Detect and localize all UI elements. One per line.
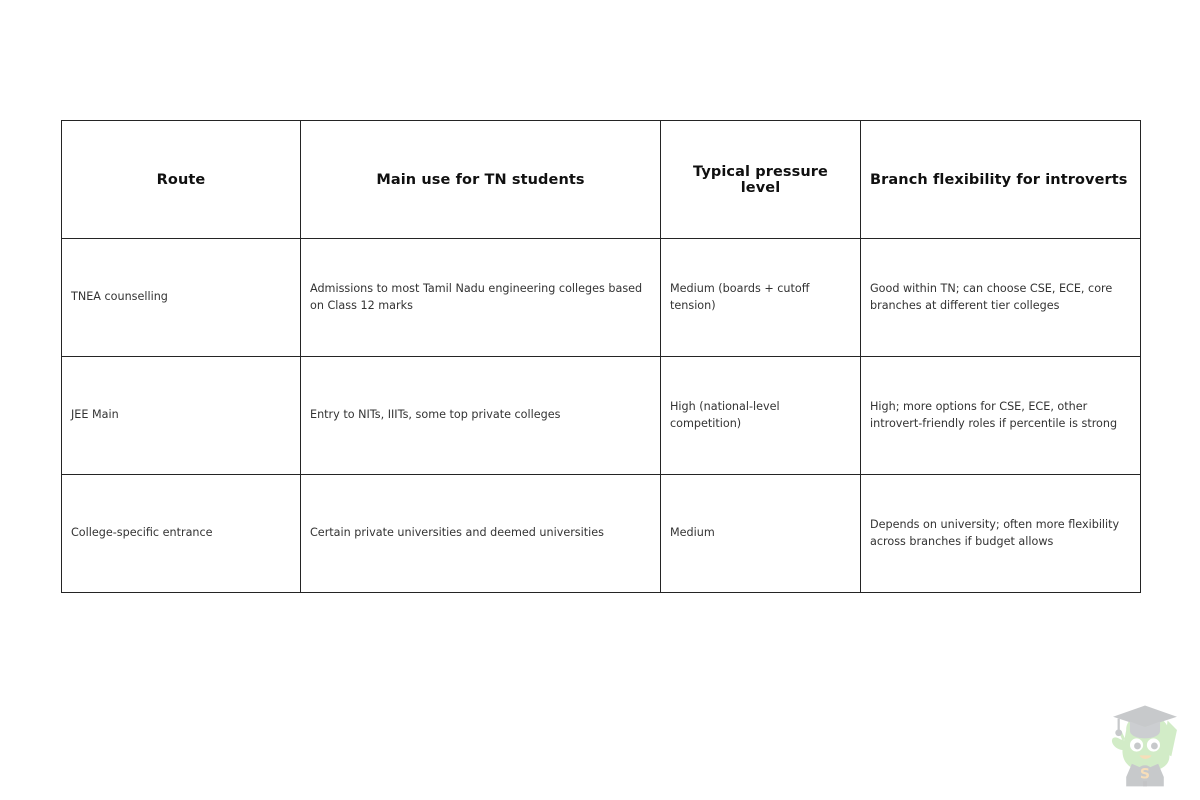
cell-text-route: College-specific entrance	[71, 526, 213, 540]
cell-branch-flexibility	[861, 357, 1141, 475]
column-header-branch-flexibility: Branch flexibility for introverts	[861, 121, 1141, 239]
route-comparison-table	[61, 120, 1141, 593]
cell-pressure-level	[661, 239, 861, 357]
emblem-letter: S	[1139, 766, 1151, 783]
cell-text-route: JEE Main	[71, 408, 119, 422]
cell-text-branch-flexibility: High; more options for CSE, ECE, other introvert-friendly roles if percentile is strong	[870, 400, 1118, 430]
table-row	[62, 239, 1141, 357]
cell-pressure-level	[661, 357, 861, 475]
cell-main-use	[301, 475, 661, 593]
column-header-main-use: Main use for TN students	[301, 121, 661, 239]
cell-text-pressure-level: Medium	[670, 526, 715, 540]
cell-text-main-use: Admissions to most Tamil Nadu engineering colleges based on Class 12 marks	[310, 282, 643, 312]
cell-main-use	[301, 357, 661, 475]
table-header-row	[62, 121, 1141, 239]
cell-text-branch-flexibility: Good within TN; can choose CSE, ECE, core branches at different tier colleges	[870, 282, 1113, 312]
column-header-pressure-level: Typical pressure level	[661, 121, 861, 239]
cell-text-pressure-level: Medium (boards + cutoff tension)	[670, 282, 810, 312]
table-header	[62, 121, 1141, 239]
table-row	[62, 475, 1141, 593]
graduate-mascot-icon	[1098, 698, 1192, 792]
cell-text-main-use: Certain private universities and deemed universities	[310, 526, 604, 540]
cell-branch-flexibility	[861, 475, 1141, 593]
cell-branch-flexibility	[861, 239, 1141, 357]
table-row	[62, 357, 1141, 475]
cell-text-branch-flexibility: Depends on university; often more flexibility across branches if budget allows	[870, 518, 1120, 548]
cell-route	[62, 357, 301, 475]
cell-text-pressure-level: High (national-level competition)	[670, 400, 780, 430]
cell-text-route: TNEA counselling	[71, 290, 168, 304]
cell-text-main-use: Entry to NITs, IIITs, some top private colleges	[310, 408, 561, 422]
cell-main-use	[301, 239, 661, 357]
watermark	[1098, 698, 1192, 792]
cell-pressure-level	[661, 475, 861, 593]
column-header-route: Route	[62, 121, 301, 239]
cell-route	[62, 239, 301, 357]
table-body	[62, 239, 1141, 593]
cell-route	[62, 475, 301, 593]
